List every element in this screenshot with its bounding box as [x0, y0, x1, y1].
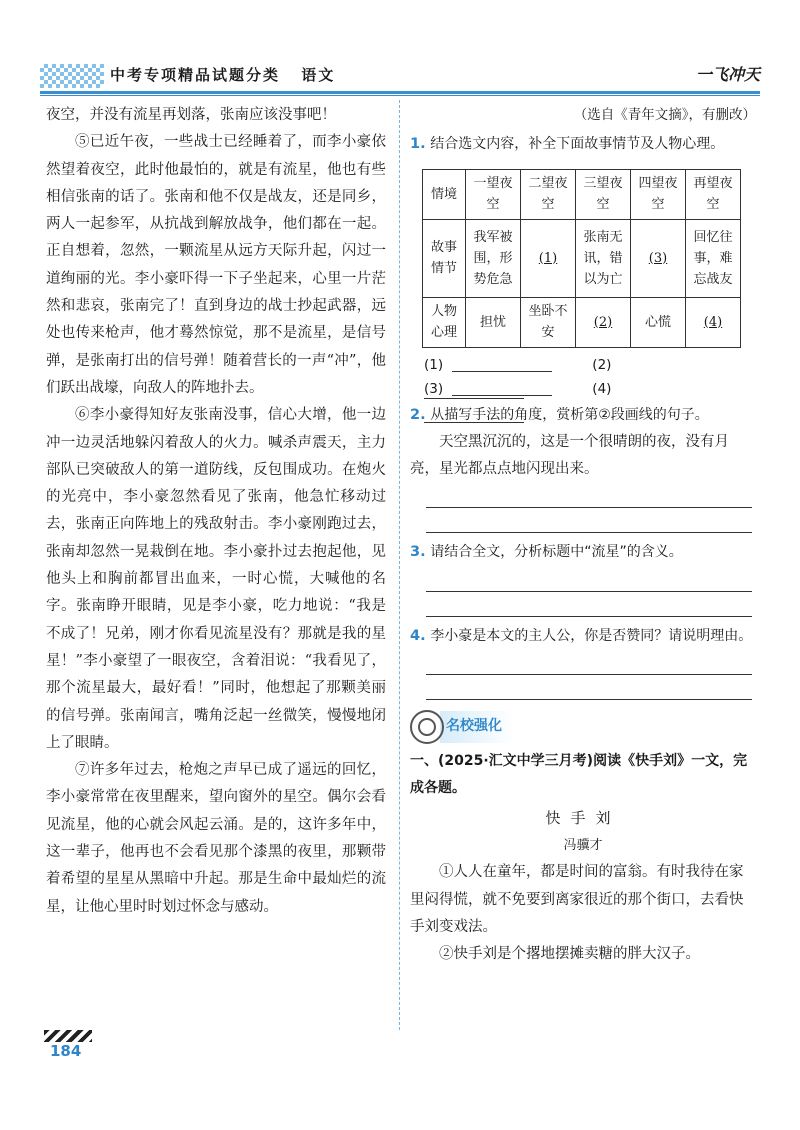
plot-table	[422, 169, 741, 348]
badge-label: 名校强化	[440, 711, 514, 742]
table-cell: 心慌	[631, 297, 686, 347]
paragraph-continued: 夜空，并没有流星再划落，张南应该没事吧！	[46, 107, 336, 123]
table-cell: 三望夜空	[576, 169, 631, 219]
story-title: 快手刘	[545, 808, 621, 827]
table-cell: 张南无讯，错以为亡	[576, 219, 631, 297]
header-rule	[40, 91, 760, 94]
answer-line[interactable]	[452, 357, 552, 372]
left-column	[46, 102, 386, 921]
paragraph-6: ⑥李小豪得知好友张南没事，信心大增，他一边冲一边灵活地躲闪着敌人的火力。喊杀声震天，主力部队已突破敌人的第一道防线，反包围成功。在炮火的光亮中，李小豪忽然看见了张南，他急忙移动过去，张南正向阵地上的残敌射击。李小豪刚跑过去，张南却忽然一晃栽倒在地。李小豪扑过去抱起他，见他头上和胸前都冒出血来，一时心慌，大喊他的名字。张南睁开眼睛，见是李小豪，吃力地说：“我是不成了！兄弟，刚才你看见流星没有？那就是我的星星！”李小豪望了一眼夜空，含着泪说：“我看见了，那个流星最大，最好看！”同时，他想起了那颗美丽的信号弹。张南闻言，嘴角泛起一丝微笑，慢慢地闭上了眼睛。	[46, 407, 386, 751]
question-number: 3.	[410, 544, 426, 561]
page-number: 184	[50, 1042, 82, 1060]
answer-line[interactable]	[426, 508, 752, 533]
question-2	[410, 402, 756, 429]
source-citation: （选自《青年文摘》，有删改）	[573, 107, 756, 123]
row-header: 故事情节	[423, 219, 466, 297]
story-paragraph-1: ①人人在童年，都是时间的富翁。有时我待在家里闷得慌，就不免要到离家很近的那个街口，去看快手刘变戏法。	[410, 864, 744, 935]
answer-line[interactable]	[426, 592, 752, 617]
table-blank: (4)	[686, 297, 741, 347]
page-header	[40, 58, 760, 94]
answer-line[interactable]	[426, 483, 752, 508]
answer-label: (3)	[424, 380, 444, 397]
table-cell: 坐卧不安	[521, 297, 576, 347]
table-cell: 再望夜空	[686, 169, 741, 219]
header-rule-thin	[40, 95, 760, 96]
quoted-sentence: 天空黑沉沉的，这是一个很晴朗的夜，没有月亮，星光都点点地闪现出来。	[410, 433, 729, 478]
page-number-badge	[44, 1030, 92, 1066]
subject-label: 语文	[301, 66, 336, 84]
table-blank: (2)	[576, 297, 631, 347]
question-text: 请结合全文，分析标题中“流星”的含义。	[430, 544, 683, 561]
question-number: 2.	[410, 406, 426, 423]
row-header: 人物心理	[423, 297, 466, 347]
table-cell: 回忆往事，难忘战友	[686, 219, 741, 297]
header-pattern	[40, 64, 104, 88]
table-cell: 一望夜空	[466, 169, 521, 219]
answer-line[interactable]	[426, 675, 752, 700]
question-1	[410, 131, 756, 158]
question-number: 4.	[410, 627, 426, 644]
answer-blanks	[424, 352, 756, 400]
row-header: 情境	[423, 169, 466, 219]
answer-label: (1)	[424, 356, 444, 373]
story-author: 冯骥才	[563, 837, 603, 853]
table-cell: 担忧	[466, 297, 521, 347]
table-cell: 二望夜空	[521, 169, 576, 219]
table-blank: (3)	[631, 219, 686, 297]
answer-line[interactable]	[426, 567, 752, 592]
question-3	[410, 539, 756, 566]
table-cell: 我军被围，形势危急	[466, 219, 521, 297]
question-number: 1.	[410, 136, 426, 153]
answer-label: (2)	[592, 356, 612, 373]
answer-line[interactable]	[452, 381, 552, 396]
answer-line[interactable]	[426, 650, 752, 675]
paragraph-5: ⑤已近午夜，一些战士已经睡着了，而李小豪依然望着夜空，此时他最怕的，就是有流星，他也有些相信张南的话了。张南和他不仅是战友，还是同乡，两人一起参军，从抗战到解放战争，他们都在一起。正自想着，忽然，一颗流星从远方天际升起，闪过一道绚丽的光。李小豪吓得一下子坐起来，心里一片茫然和悲哀，张南完了！直到身边的战士抄起武器，远处也传来枪声，他才蓦然惊觉，那不是流星，是信号弹，是张南打出的信号弹！随着营长的一声“冲”，他们跃出战壕，向敌人的阵地扑去。	[46, 134, 386, 396]
table-cell: 四望夜空	[631, 169, 686, 219]
header-title	[110, 64, 335, 85]
book-title: 中考专项精品试题分类	[110, 66, 281, 84]
story-paragraph-2: ②快手刘是个撂地摆摊卖糖的胖大汉子。	[439, 946, 700, 963]
right-column	[410, 102, 756, 968]
section-badge	[410, 710, 756, 744]
brand-logo: 一飞冲天	[695, 65, 760, 84]
question-4	[410, 623, 756, 650]
column-divider	[399, 100, 400, 1030]
section-heading: 一、(2025·汇文中学三月考)阅读《快手刘》一文，完成各题。	[410, 753, 748, 797]
table-blank: (1)	[521, 219, 576, 297]
question-text: 结合选文内容，补全下面故事情节及人物心理。	[430, 136, 725, 153]
question-text: 李小豪是本文的主人公，你是否赞同？请说明理由。	[430, 627, 753, 644]
target-icon	[410, 710, 444, 744]
answer-label: (4)	[592, 380, 612, 397]
clapper-stripes	[44, 1030, 92, 1042]
paragraph-7: ⑦许多年过去，枪炮之声早已成了遥远的回忆，李小豪常常在夜里醒来，望向窗外的星空。偶尔会看见流星，他的心就会风起云涌。是的，这许多年中，这一辈子，他再也不会看见那个漆黑的夜里，那颗带着希望的星星从黑暗中升起。那是生命中最灿烂的流星，让他心里时时划过怀念与感动。	[46, 762, 386, 915]
question-text: 从描写手法的角度，赏析第②段画线的句子。	[430, 406, 709, 423]
